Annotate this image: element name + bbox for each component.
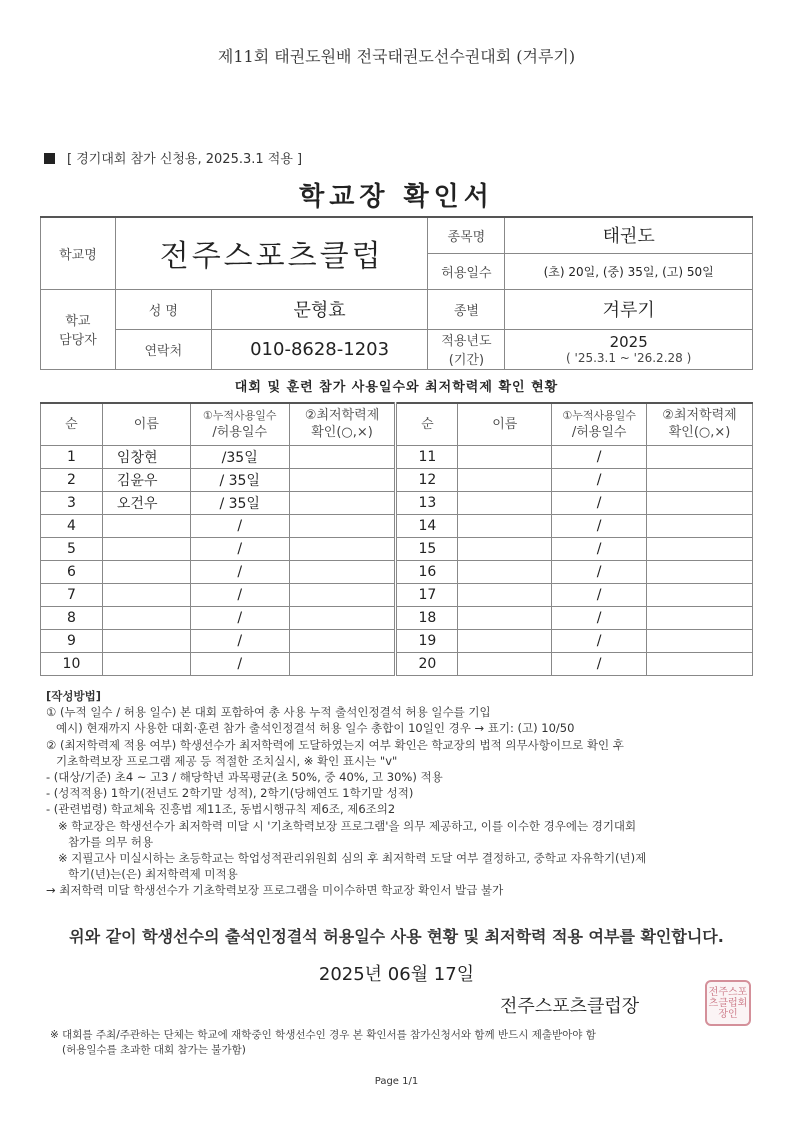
min-academic-cell — [647, 560, 753, 583]
seq-cell: 12 — [396, 468, 458, 491]
min-academic-cell — [289, 629, 396, 652]
name-cell — [102, 629, 190, 652]
col-min-academic: ②최저학력제 확인(○,×) — [289, 403, 396, 445]
instructions-heading: [작성방법] — [46, 689, 101, 703]
days-cell: / — [552, 629, 647, 652]
seq-cell: 15 — [396, 537, 458, 560]
footnote-line: (허용일수를 초과한 대회 참가는 불가함) — [62, 1044, 246, 1056]
contact-label: 연락처 — [115, 329, 211, 369]
min-academic-cell — [647, 537, 753, 560]
athlete-table — [40, 402, 753, 676]
days-cell: / — [190, 560, 289, 583]
name-value: 문형효 — [211, 289, 428, 329]
name-cell — [458, 514, 552, 537]
days-cell: / — [552, 514, 647, 537]
application-note — [44, 148, 302, 167]
instructions — [46, 688, 758, 899]
table-row — [41, 514, 753, 537]
col-cumulative: ①누적사용일수 /허용일수 — [190, 403, 289, 445]
min-academic-cell — [289, 652, 396, 675]
footnote — [50, 1028, 760, 1058]
header-table — [40, 216, 753, 370]
min-academic-cell — [289, 514, 396, 537]
name-cell — [102, 537, 190, 560]
min-academic-cell — [289, 468, 396, 491]
days-cell: / — [190, 652, 289, 675]
days-cell: / — [190, 629, 289, 652]
min-academic-cell — [647, 629, 753, 652]
min-academic-cell — [647, 652, 753, 675]
min-academic-cell — [647, 468, 753, 491]
document-title: 학교장 확인서 — [299, 182, 494, 212]
min-academic-cell — [289, 445, 396, 468]
name-cell — [458, 491, 552, 514]
min-academic-cell — [647, 514, 753, 537]
days-cell: / — [190, 537, 289, 560]
period-value: ( '25.3.1 ~ '26.2.28 ) — [566, 351, 692, 365]
seq-cell: 17 — [396, 583, 458, 606]
min-academic-cell — [647, 491, 753, 514]
instruction-line: 참가를 의무 허용 — [68, 834, 154, 849]
table-row — [41, 583, 753, 606]
name-cell — [102, 560, 190, 583]
col-cumulative: ①누적사용일수 /허용일수 — [552, 403, 647, 445]
instruction-line: ※ 학교장은 학생선수가 최저학력 미달 시 '기초학력보장 프로그램'을 의무 제공하고, 이를 이수한 경우에는 경기대회 — [58, 818, 637, 833]
name-cell — [458, 583, 552, 606]
instruction-line: → 최저학력 미달 학생선수가 기초학력보장 프로그램을 미이수하면 학교장 확인서 발급 불가 — [46, 883, 504, 898]
seq-cell: 8 — [41, 606, 103, 629]
min-academic-cell — [647, 583, 753, 606]
col-name: 이름 — [458, 403, 552, 445]
days-cell: / — [552, 583, 647, 606]
seq-cell: 20 — [396, 652, 458, 675]
sport-value: 태권도 — [505, 217, 753, 253]
col-name: 이름 — [102, 403, 190, 445]
table-row — [41, 468, 753, 491]
days-cell: /35일 — [190, 445, 289, 468]
seq-cell: 14 — [396, 514, 458, 537]
table-row — [41, 537, 753, 560]
instruction-line: 기초학력보장 프로그램 제공 등 적절한 조치실시, ※ 확인 표시는 "v" — [56, 753, 398, 768]
name-label: 성 명 — [115, 289, 211, 329]
min-academic-cell — [647, 445, 753, 468]
days-cell: / — [552, 537, 647, 560]
footnote-line: ※ 대회를 주최/주관하는 단체는 학교에 재학중인 학생선수인 경우 본 확인서를 참가신청서와 함께 반드시 제출받아야 함 — [50, 1029, 596, 1041]
seq-cell: 18 — [396, 606, 458, 629]
seq-cell: 2 — [41, 468, 103, 491]
days-cell: / — [190, 514, 289, 537]
seq-cell: 13 — [396, 491, 458, 514]
contact-value: 010-8628-1203 — [211, 329, 428, 369]
name-cell — [458, 537, 552, 560]
signer-name: 전주스포츠클럽장 — [500, 996, 640, 1017]
name-cell — [458, 629, 552, 652]
name-cell — [102, 606, 190, 629]
seal-stamp-text: 전주스포츠클럽회장인 — [708, 986, 748, 1020]
section-title: 대회 및 훈련 참가 사용일수와 최저학력제 확인 현황 — [234, 380, 559, 395]
year-label: 적용년도 (기간) — [428, 329, 505, 369]
table-row — [41, 560, 753, 583]
seq-cell: 11 — [396, 445, 458, 468]
seq-cell: 4 — [41, 514, 103, 537]
col-seq: 순 — [396, 403, 458, 445]
days-cell: / — [552, 652, 647, 675]
col-seq: 순 — [41, 403, 103, 445]
square-bullet-icon — [44, 153, 55, 164]
sport-label: 종목명 — [428, 217, 505, 253]
instruction-line: ② (최저학력제 적용 여부) 학생선수가 최저학력에 도달하였는지 여부 확인은 학교장의 법적 의무사항이므로 확인 후 — [46, 737, 624, 752]
instruction-line: ① (누적 일수 / 허용 일수) 본 대회 포함하여 총 사용 누적 출석인정결석 허용 일수를 기입 — [46, 705, 491, 720]
days-cell: / — [552, 445, 647, 468]
days-cell: / — [552, 606, 647, 629]
table-header-row — [41, 403, 753, 445]
min-academic-cell — [289, 491, 396, 514]
instruction-line: - (관련법령) 학교체육 진흥법 제11조, 동법시행규칙 제6조, 제6조의2 — [46, 802, 396, 817]
table-row — [41, 629, 753, 652]
page-number: Page 1/1 — [374, 1076, 419, 1087]
instruction-line: 학기(년)는(은) 최저학력제 미적용 — [68, 867, 238, 882]
min-academic-cell — [647, 606, 753, 629]
school-label: 학교명 — [41, 217, 116, 289]
seq-cell: 1 — [41, 445, 103, 468]
days-cell: / 35일 — [190, 491, 289, 514]
name-cell — [102, 652, 190, 675]
school-value: 전주스포츠클럽 — [115, 217, 428, 289]
category-label: 종별 — [428, 289, 505, 329]
name-cell: 임창현 — [102, 445, 190, 468]
seq-cell: 7 — [41, 583, 103, 606]
year-value: 2025 — [609, 333, 648, 351]
name-cell — [458, 445, 552, 468]
allowed-days-label: 허용일수 — [428, 253, 505, 289]
confirm-text: 위와 같이 학생선수의 출석인정결석 허용일수 사용 현황 및 최저학력 적용 여부를 확인합니다. — [69, 927, 724, 946]
instruction-line: 예시) 현재까지 사용한 대회·훈련 참가 출석인정결석 허용 일수 총합이 10일인 경우 → 표기: (고) 10/50 — [56, 721, 575, 736]
year-cell — [505, 329, 753, 369]
instruction-line: - (대상/기준) 초4 ~ 고3 / 해당학년 과목평균(초 50%, 중 40%, 고 30%) 적용 — [46, 770, 443, 785]
seal-stamp — [705, 980, 751, 1026]
seq-cell: 6 — [41, 560, 103, 583]
name-cell — [458, 560, 552, 583]
table-row — [41, 606, 753, 629]
name-cell: 오건우 — [102, 491, 190, 514]
days-cell: / — [552, 560, 647, 583]
days-cell: / — [552, 468, 647, 491]
name-cell — [102, 583, 190, 606]
days-cell: / — [552, 491, 647, 514]
table-row — [41, 445, 753, 468]
name-cell — [458, 468, 552, 491]
event-title: 제11회 태권도원배 전국태권도선수권대회 (겨루기) — [217, 47, 576, 66]
manager-label: 학교 담당자 — [41, 289, 116, 369]
allowed-days-value: (초) 20일, (중) 35일, (고) 50일 — [505, 253, 753, 289]
min-academic-cell — [289, 560, 396, 583]
seq-cell: 5 — [41, 537, 103, 560]
days-cell: / — [190, 606, 289, 629]
days-cell: / 35일 — [190, 468, 289, 491]
table-row — [41, 652, 753, 675]
category-value: 겨루기 — [505, 289, 753, 329]
days-cell: / — [190, 583, 289, 606]
min-academic-cell — [289, 583, 396, 606]
name-cell — [458, 606, 552, 629]
min-academic-cell — [289, 606, 396, 629]
min-academic-cell — [289, 537, 396, 560]
date-text: 2025년 06월 17일 — [318, 964, 475, 985]
seq-cell: 9 — [41, 629, 103, 652]
seq-cell: 10 — [41, 652, 103, 675]
name-cell — [102, 514, 190, 537]
seq-cell: 19 — [396, 629, 458, 652]
table-row — [41, 491, 753, 514]
instruction-line: - (성적적용) 1학기(전년도 2학기말 성적), 2학기(당해연도 1학기말 성적) — [46, 786, 414, 801]
instruction-line: ※ 지필고사 미실시하는 초등학교는 학업성적관리위원회 심의 후 최저학력 도달 여부 결정하고, 중학교 자유학기(년)제 — [58, 851, 647, 866]
col-min-academic: ②최저학력제 확인(○,×) — [647, 403, 753, 445]
seq-cell: 16 — [396, 560, 458, 583]
name-cell — [458, 652, 552, 675]
name-cell: 김윤우 — [102, 468, 190, 491]
application-note-text: [ 경기대회 참가 신청용, 2025.3.1 적용 ] — [67, 152, 303, 167]
seq-cell: 3 — [41, 491, 103, 514]
